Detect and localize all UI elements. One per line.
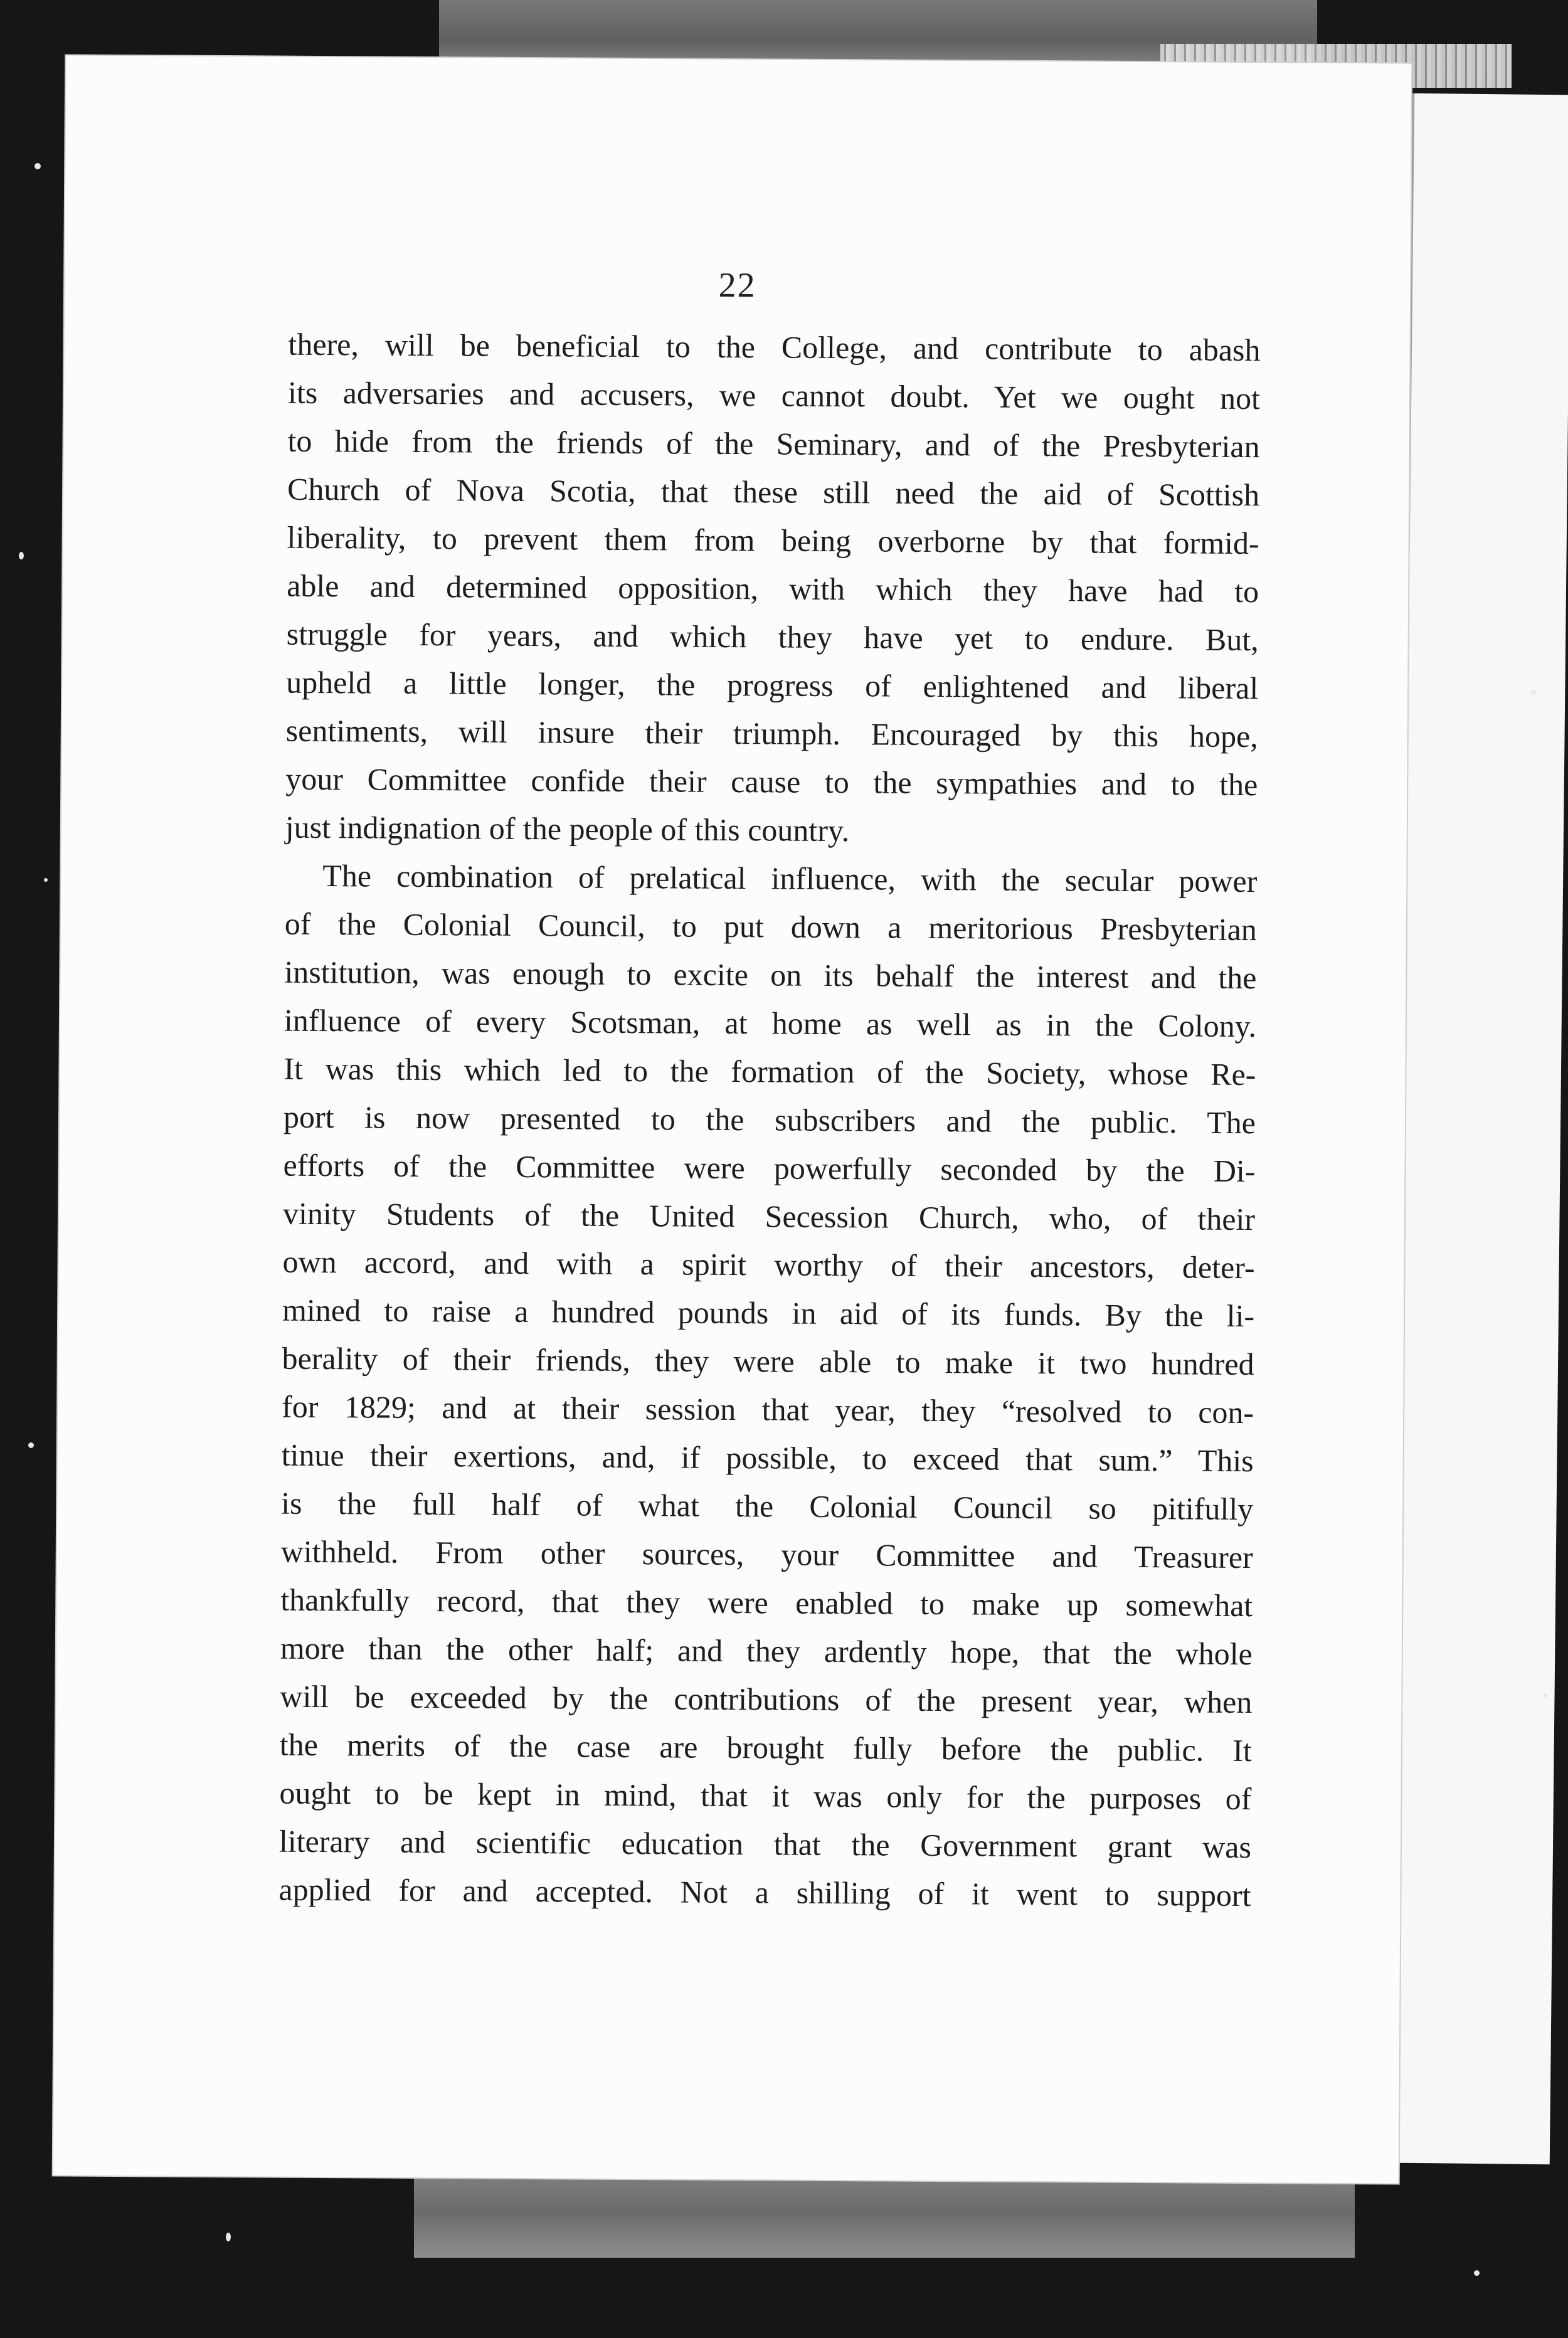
text-line: efforts of the Committee were powerfully seconded by the Di- (283, 1147, 1256, 1189)
text-line: own accord, and with a spirit worthy of their ancestors, deter- (282, 1244, 1255, 1286)
text-line: vinity Students of the United Secession Church, who, of their (282, 1195, 1256, 1237)
dust-speck (34, 163, 41, 169)
body-text (278, 320, 1260, 1920)
text-line: literary and scientific education that the Government grant was (278, 1823, 1252, 1865)
paragraph-1 (285, 320, 1261, 857)
text-line: upheld a little longer, the progress of enlightened and liberal (286, 664, 1259, 706)
dust-speck (1543, 1693, 1547, 1698)
facing-page-edge (1391, 93, 1568, 2164)
text-line: of the Colonial Council, to put down a meritorious Presbyterian (284, 906, 1258, 948)
text-line: sentiments, will insure their triumph. Encouraged by this hope, (285, 712, 1258, 754)
dust-speck (1474, 2270, 1480, 2276)
text-line: mined to raise a hundred pounds in aid of its funds. By the li- (282, 1292, 1255, 1334)
text-line: your Committee confide their cause to the sympathies and to the (285, 761, 1258, 803)
book-page (53, 55, 1412, 2183)
dust-speck (1530, 690, 1537, 695)
text-line: port is now presented to the subscribers and the public. The (283, 1099, 1256, 1141)
text-line: liberality, to prevent them from being overborne by that formid- (287, 519, 1259, 561)
text-line: struggle for years, and which they have yet to endure. But, (286, 616, 1259, 658)
page-number: 22 (718, 265, 756, 305)
text-line: influence of every Scotsman, at home as well as in the Colony. (283, 1002, 1257, 1044)
text-line: is the full half of what the Colonial Council so pitifully (281, 1485, 1254, 1527)
text-line: just indignation of the people of this country. (285, 809, 850, 849)
dust-speck (44, 878, 48, 882)
text-line: withheld. From other sources, your Committee and Treasurer (280, 1533, 1253, 1575)
text-line: for 1829; and at their session that year, they “resolved to con- (282, 1389, 1254, 1431)
text-line: The combination of prelatical influence, with the secular power (322, 858, 1258, 899)
text-line: thankfully record, that they were enabled to make up somewhat (280, 1582, 1253, 1624)
text-line: more than the other half; and they ardently hope, that the whole (280, 1630, 1253, 1672)
text-line: the merits of the case are brought fully before the public. It (279, 1727, 1253, 1769)
text-line: will be exceeded by the contributions of the present year, when (280, 1678, 1253, 1720)
text-line: its adversaries and accusers, we cannot doubt. Yet we ought not (287, 374, 1261, 416)
text-line: to hide from the friends of the Seminary, and of the Presbyterian (287, 423, 1260, 465)
dust-speck (28, 1442, 34, 1448)
text-line: berality of their friends, they were able to make it two hundred (282, 1340, 1254, 1382)
text-line: institution, was enough to excite on its behalf the interest and the (284, 954, 1257, 996)
dust-speck (226, 2233, 231, 2241)
text-line: tinue their exertions, and, if possible, to exceed that sum.” This (281, 1437, 1254, 1479)
text-line: there, will be beneficial to the College, and contribute to abash (288, 326, 1261, 368)
text-line: applied for and accepted. Not a shilling of it went to support (278, 1871, 1251, 1913)
text-line: Church of Nova Scotia, that these still need the aid of Scottish (287, 471, 1260, 513)
paragraph-2 (278, 852, 1257, 1920)
text-line: able and determined opposition, with which they have had to (287, 568, 1259, 610)
dust-speck (19, 552, 24, 559)
text-line: It was this which led to the formation of the Society, whose Re- (283, 1050, 1256, 1092)
text-line: ought to be kept in mind, that it was only for the purposes of (279, 1775, 1252, 1817)
